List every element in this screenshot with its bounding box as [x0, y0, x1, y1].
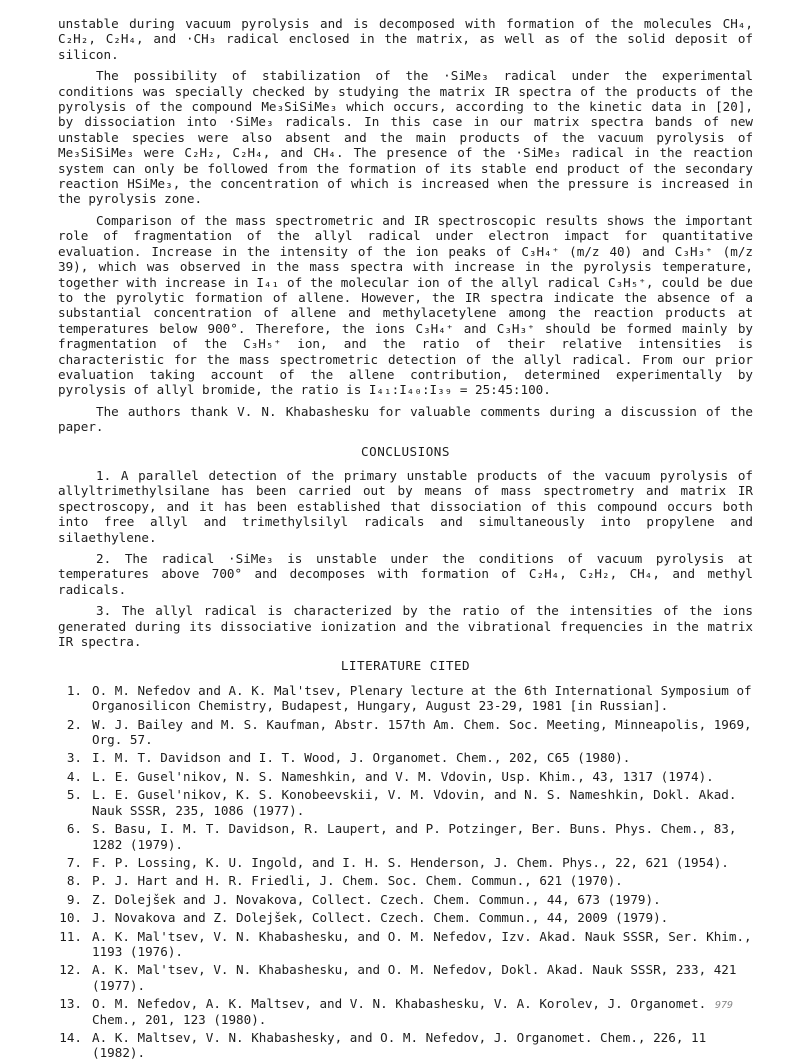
- reference-text: A. K. Mal'tsev, V. N. Khabashesku, and O. M. Nefedov, Dokl. Akad. Nauk SSSR, 233, 421 (1977).: [92, 962, 737, 993]
- reference-item: [58, 873, 753, 888]
- reference-item: [58, 787, 753, 818]
- reference-text: W. J. Bailey and M. S. Kaufman, Abstr. 157th Am. Chem. Soc. Meeting, Minneapolis, 1969, Org. 57.: [92, 716, 752, 748]
- reference-number: 2.: [66, 716, 82, 732]
- reference-text: Z. Dolejšek and J. Novakova, Collect. Czech. Chem. Commun., 44, 673 (1979).: [92, 891, 661, 907]
- reference-item: [58, 821, 753, 852]
- reference-text: O. M. Nefedov, A. K. Maltsev, and V. N. Khabashesku, V. A. Korolev, J. Organomet. Chem., 201, 123 (1980).: [92, 996, 707, 1027]
- reference-item: [58, 769, 753, 784]
- reference-text: L. E. Gusel'nikov, N. S. Nameshkin, and V. M. Vdovin, Usp. Khim., 43, 1317 (1974).: [92, 768, 714, 784]
- reference-number: 8.: [66, 873, 82, 889]
- reference-list: [58, 683, 753, 1061]
- reference-item: [58, 855, 753, 870]
- reference-item: [58, 683, 753, 714]
- reference-number: 5.: [66, 787, 82, 803]
- reference-text: S. Basu, I. M. T. Davidson, R. Laupert, and P. Potzinger, Ber. Buns. Phys. Chem., 83, 1282 (1979).: [92, 821, 737, 852]
- reference-text: J. Novakova and Z. Dolejšek, Collect. Czech. Chem. Commun., 44, 2009 (1979).: [92, 910, 669, 926]
- reference-text: F. P. Lossing, K. U. Ingold, and I. H. S. Henderson, J. Chem. Phys., 22, 621 (1954).: [92, 854, 729, 870]
- reference-item: [58, 1030, 753, 1061]
- body-paragraph: The possibility of stabilization of the ·SiMe₃ radical under the experimental conditions was specially checked by studying the matrix IR spectra of the products of the pyrolysis of the compound Me₃SiSiMe₃ which occurs, according to the kinetic data in [20], by dissociation into ·SiMe₃ radicals. In this case in our matrix spectra bands of new unstable species were also absent and the main products of the vacuum pyrolysis of Me₃SiSiMe₃ were C₂H₂, C₂H₄, and CH₄. The presence of the ·SiMe₃ radical in the reaction system can only be followed from the formation of its stable end product of the secondary reaction HSiMe₃, the concentration of which is increased when the pressure is increased in the pyrolysis zone.: [58, 68, 753, 207]
- reference-number: 14.: [59, 1029, 82, 1045]
- conclusion-item: 1. A parallel detection of the primary unstable products of the vacuum pyrolysis of allyltrimethylsilane has been carried out by means of mass spectrometry and matrix IR spectroscopy, and it has been established that dissociation of this compound occurs both into free allyl and trimethylsilyl radicals and simultaneously into propylene and silaethylene.: [58, 467, 753, 545]
- reference-item: [58, 892, 753, 907]
- conclusions-heading: CONCLUSIONS: [361, 443, 450, 459]
- reference-item: [58, 962, 753, 993]
- reference-text: P. J. Hart and H. R. Friedli, J. Chem. Soc. Chem. Commun., 621 (1970).: [92, 873, 623, 889]
- reference-text: L. E. Gusel'nikov, K. S. Konobeevskii, V. M. Vdovin, and N. S. Nameshkin, Dokl. Akad. Nauk SSSR, 235, 1086 (1977).: [92, 787, 737, 818]
- reference-number: 12.: [59, 962, 82, 978]
- conclusion-item: 3. The allyl radical is characterized by the ratio of the intensities of the ions generated during its dissociative ionization and the vibrational frequencies in the matrix IR spectra.: [58, 603, 753, 650]
- reference-text: A. K. Mal'tsev, V. N. Khabashesku, and O. M. Nefedov, Izv. Akad. Nauk SSSR, Ser. Khim., 1193 (1976).: [92, 928, 752, 959]
- acknowledgment-paragraph: The authors thank V. N. Khabashesku for valuable comments during a discussion of the paper.: [58, 403, 753, 435]
- conclusion-item: 2. The radical ·SiMe₃ is unstable under the conditions of vacuum pyrolysis at temperatures above 700° and decomposes with formation of C₂H₄, C₂H₂, CH₄, and methyl radicals.: [58, 551, 753, 597]
- reference-number: 11.: [59, 928, 82, 944]
- reference-item: [58, 996, 753, 1027]
- literature-heading: LITERATURE CITED: [340, 658, 471, 674]
- reference-number: 6.: [66, 821, 82, 837]
- reference-item: [58, 929, 753, 960]
- reference-number: 10.: [59, 910, 82, 926]
- reference-number: 4.: [66, 768, 82, 784]
- reference-number: 13.: [59, 996, 82, 1012]
- reference-text: A. K. Maltsev, V. N. Khabashesky, and O. M. Nefedov, J. Organomet. Chem., 226, 11 (1982).: [92, 1029, 707, 1061]
- reference-number: 1.: [66, 682, 82, 698]
- reference-number: 7.: [66, 854, 82, 870]
- body-paragraph: unstable during vacuum pyrolysis and is decomposed with formation of the molecules CH₄, C₂H₂, C₂H₄, and ·CH₃ radical enclosed in the matrix, as well as of the solid deposit of silicon.: [58, 16, 753, 62]
- page-body: [58, 16, 753, 1064]
- reference-text: O. M. Nefedov and A. K. Mal'tsev, Plenary lecture at the 6th International Symposium of Organosilicon Chemistry, Budapest, Hungary, August 23-29, 1981 [in Russian].: [92, 682, 752, 714]
- reference-item: [58, 717, 753, 748]
- reference-text: I. M. T. Davidson and I. T. Wood, J. Organomet. Chem., 202, C65 (1980).: [92, 750, 631, 766]
- page-number: 979: [715, 1000, 734, 1011]
- reference-item: [58, 910, 753, 925]
- body-paragraph: Comparison of the mass spectrometric and IR spectroscopic results shows the important role of fragmentation of the allyl radical under electron impact for quantitative evaluation. Increase in the intensity of the ion peaks of C₃H₄⁺ (m/z 40) and C₃H₃⁺ (m/z 39), which was observed in the mass spectra with increase in the pyrolysis temperature, together with increase in I₄₁ of the molecular ion of the allyl radical C₃H₅⁺, could be due to the pyrolytic formation of allene. However, the IR spectra indicate the absence of a substantial concentration of allene and methylacetylene among the reaction products at temperatures below 900°. Therefore, the ions C₃H₄⁺ and C₃H₃⁺ should be formed mainly by fragmentation of the C₃H₅⁺ ion, and the ratio of their relative intensities is characteristic for the mass spectrometric detection of the allyl radical. From our prior evaluation taking account of the allene contribution, determined experimentally by pyrolysis of allyl bromide, the ratio is I₄₁:I₄₀:I₃₉ = 25:45:100.: [58, 212, 753, 398]
- reference-number: 9.: [66, 891, 82, 907]
- reference-number: 3.: [66, 750, 82, 766]
- reference-item: [58, 750, 753, 765]
